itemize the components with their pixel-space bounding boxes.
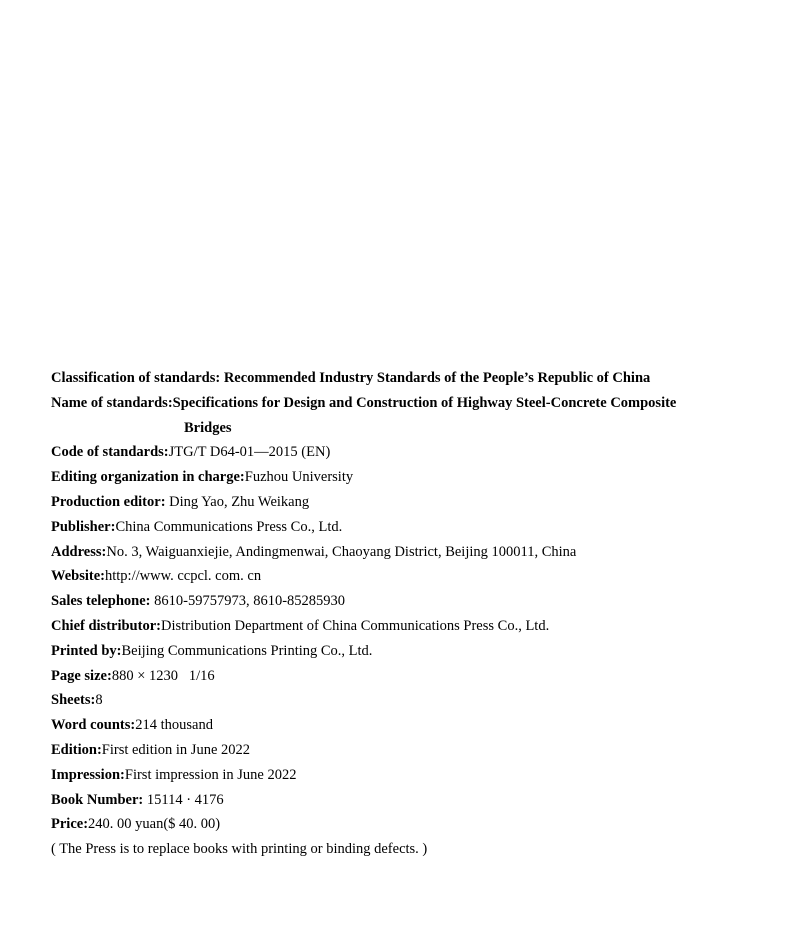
word-counts-sep: : xyxy=(130,717,136,734)
edition-value: First edition in June 2022 xyxy=(101,741,251,758)
name-sep: : xyxy=(167,394,173,411)
chief-distributor-line xyxy=(51,614,751,639)
replacement-note xyxy=(51,837,751,862)
website-value: http://www. ccpcl. com. cn xyxy=(104,568,262,585)
name-value-line2: Bridges xyxy=(184,419,232,436)
replacement-note-text: ( The Press is to replace books with printing or binding defects. ) xyxy=(51,841,428,858)
code-value: JTG/T D64-01—2015 (EN) xyxy=(168,444,331,461)
name-label: Name of standards xyxy=(51,394,168,411)
page-size-line xyxy=(51,664,751,689)
classification-sep: : xyxy=(215,370,224,386)
chief-distributor-label: Chief distributor xyxy=(51,617,157,634)
address-line xyxy=(51,540,751,565)
page-size-value: 880 × 1230 1/16 xyxy=(111,667,215,684)
edition-label: Edition xyxy=(51,741,97,758)
price-value: 240. 00 yuan($ 40. 00) xyxy=(88,816,221,833)
publisher-line xyxy=(51,515,751,540)
name-line xyxy=(51,391,751,441)
colophon xyxy=(51,366,751,862)
impression-label: Impression xyxy=(51,766,121,783)
word-counts-label: Word counts xyxy=(51,717,131,734)
address-sep: : xyxy=(101,543,107,560)
website-sep: : xyxy=(100,568,105,585)
publisher-sep: : xyxy=(110,518,116,535)
website-line xyxy=(51,564,751,589)
price-sep: : xyxy=(83,816,89,833)
sheets-line xyxy=(51,688,751,713)
book-number-label: Book Number xyxy=(51,791,139,808)
editing-org-label: Editing organization in charge xyxy=(51,469,240,486)
impression-line xyxy=(51,763,751,788)
classification-value: Recommended Industry Standards of the People’s Republic of China xyxy=(223,370,651,386)
sales-telephone-sep: : xyxy=(145,593,155,610)
impression-value: First impression in June 2022 xyxy=(124,766,297,783)
address-value: No. 3, Waiguanxiejie, Andingmenwai, Chaoyang District, Beijing 100011, China xyxy=(106,543,577,560)
editing-org-value: Fuzhou University xyxy=(244,469,354,486)
page-size-sep: : xyxy=(106,667,112,684)
publisher-label: Publisher xyxy=(51,518,111,535)
editing-org-line xyxy=(51,465,751,490)
printed-by-label: Printed by xyxy=(51,642,117,659)
sheets-value: 8 xyxy=(95,692,103,709)
chief-distributor-value: Distribution Department of China Communications Press Co., Ltd. xyxy=(160,617,550,634)
printed-by-value: Beijing Communications Printing Co., Ltd. xyxy=(121,642,373,659)
production-editor-sep: : xyxy=(160,493,170,510)
production-editor-label: Production editor xyxy=(51,493,161,510)
sales-telephone-label: Sales telephone xyxy=(51,593,146,610)
name-value-line1: Specifications for Design and Construction of Highway Steel-Concrete Composite xyxy=(172,394,677,411)
edition-sep: : xyxy=(96,741,102,758)
word-counts-value: 214 thousand xyxy=(135,717,213,734)
sheets-sep: : xyxy=(90,692,96,709)
classification-label: Classification of standards xyxy=(51,370,216,386)
price-line xyxy=(51,812,751,837)
code-line xyxy=(51,440,751,465)
book-number-value: 15114 · 4176 xyxy=(146,791,224,808)
editing-org-sep: : xyxy=(239,469,245,486)
printed-by-line xyxy=(51,639,751,664)
printed-by-sep: : xyxy=(116,642,122,659)
chief-distributor-sep: : xyxy=(156,617,161,634)
page-size-label: Page size xyxy=(51,667,107,684)
address-label: Address xyxy=(51,543,102,560)
production-editor-line xyxy=(51,490,751,515)
publisher-value: China Communications Press Co., Ltd. xyxy=(115,518,343,535)
impression-sep: : xyxy=(120,766,125,783)
price-label: Price xyxy=(51,816,84,833)
book-number-sep: : xyxy=(138,791,147,808)
sheets-label: Sheets xyxy=(51,692,91,709)
production-editor-value: Ding Yao, Zhu Weikang xyxy=(169,493,310,510)
code-label: Code of standards xyxy=(51,444,164,461)
sales-telephone-line xyxy=(51,589,751,614)
website-label: Website xyxy=(51,568,101,585)
book-number-line xyxy=(51,788,751,813)
word-counts-line xyxy=(51,713,751,738)
sales-telephone-value: 8610-59757973, 8610-85285930 xyxy=(154,593,346,610)
classification-line xyxy=(51,366,751,391)
edition-line xyxy=(51,738,751,763)
code-sep: : xyxy=(163,444,169,461)
